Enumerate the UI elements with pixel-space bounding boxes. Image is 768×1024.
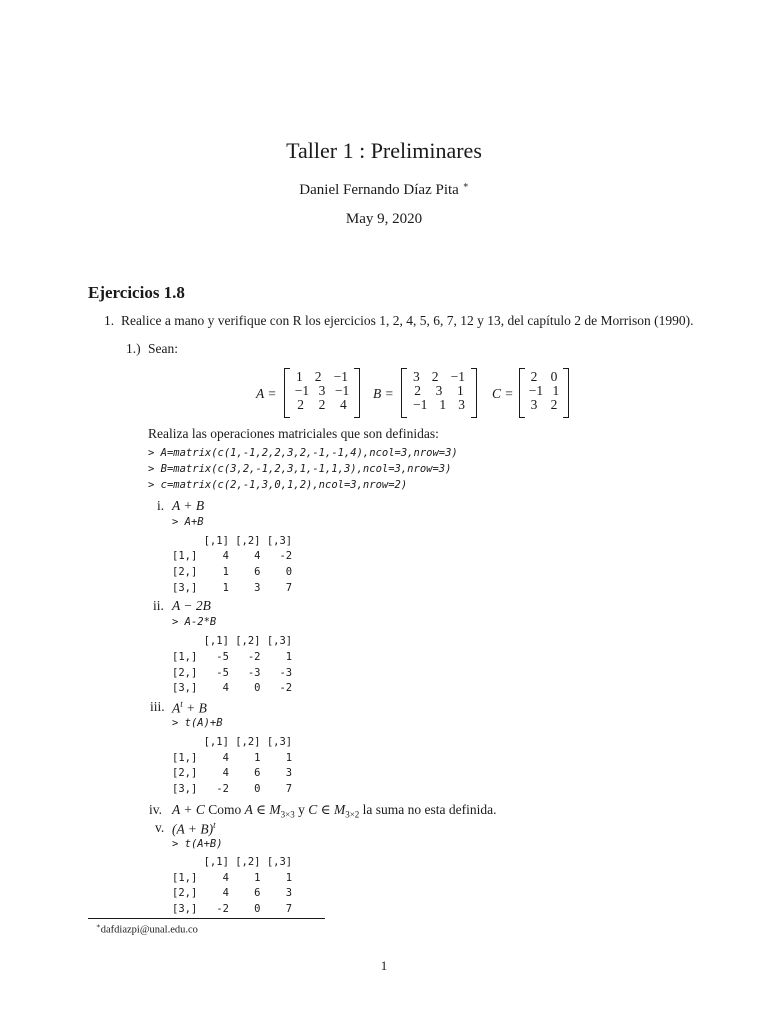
part-label: iv. xyxy=(149,802,162,817)
matrix-row xyxy=(407,398,471,412)
code-line: > B=matrix(c(3,2,-1,2,3,1,-1,1,3),ncol=3,nrow=3) xyxy=(148,463,452,475)
matrix-cell: 3 xyxy=(413,369,420,384)
operations-intro: Realiza las operaciones matriciales que son definidas: xyxy=(148,426,439,441)
matrix-row xyxy=(524,398,564,412)
section-heading: Ejercicios 1.8 xyxy=(88,283,185,302)
matrix-cell: −1 xyxy=(413,397,428,412)
r-output-row: [1,] -5 -2 1 xyxy=(172,651,293,663)
matrix-cell: 1 xyxy=(552,383,560,398)
matrix-cell: 3 xyxy=(530,397,538,412)
r-output-row: [2,] 4 6 3 xyxy=(172,767,293,779)
r-command: > t(A)+B xyxy=(172,717,223,729)
r-output-row: [2,] 1 6 0 xyxy=(172,566,293,578)
part-label: i. xyxy=(157,498,165,513)
matrix-cell: 2 xyxy=(530,369,538,384)
matrix-a xyxy=(284,368,360,418)
matrix-cell: 2 xyxy=(314,369,322,384)
r-command: > t(A+B) xyxy=(172,838,223,850)
document-date: May 9, 2020 xyxy=(345,211,423,227)
code-line: > A=matrix(c(1,-1,2,2,3,2,-1,-1,4),ncol=3,nrow=3) xyxy=(148,447,458,459)
author-line xyxy=(0,180,768,199)
matrix-cell: 1 xyxy=(456,383,464,398)
r-output-row: [2,] 4 6 3 xyxy=(172,887,293,899)
r-output-row: [1,] 4 1 1 xyxy=(172,872,293,884)
matrix-cell: 2 xyxy=(414,383,422,398)
matrix-cell: 1 xyxy=(439,397,447,412)
matrix-row xyxy=(524,370,564,384)
matrix-cell: −1 xyxy=(528,383,544,398)
matrix-row xyxy=(524,384,564,398)
matrix-c xyxy=(519,368,569,418)
author-footnote-mark: ∗ xyxy=(462,180,469,190)
part-expression: $(A + B)^t$ xyxy=(172,820,216,837)
item-number: 1. xyxy=(104,313,115,328)
part-label: iii. xyxy=(150,699,165,714)
item-text: Realice a mano y verifique con R los ejercicios 1, 2, 4, 5, 6, 7, 12 y 13, del capítulo 2 de Morrison (1990). xyxy=(121,313,694,328)
r-output-row: [1,] 4 4 -2 xyxy=(172,550,293,562)
r-output-header: [,1] [,2] [,3] xyxy=(172,856,293,868)
matrix-cell: 3 xyxy=(318,383,326,398)
footnote-mark: ∗ xyxy=(96,922,101,930)
r-output-row: [3,] 4 0 -2 xyxy=(172,682,293,694)
subitem-text: Sean: xyxy=(148,341,178,356)
r-command: > A-2*B xyxy=(172,616,217,628)
matrix-cell: 2 xyxy=(431,369,439,384)
matrix-cell: 2 xyxy=(297,397,305,412)
matrix-row xyxy=(290,370,354,384)
author-name: Daniel Fernando Díaz Pita xyxy=(299,182,459,198)
r-output-row: [3,] -2 0 7 xyxy=(172,903,293,915)
r-command: > A+B xyxy=(172,516,204,528)
matrix-cell: −1 xyxy=(450,369,465,384)
footnote-email: dafdiazpi@unal.edu.co xyxy=(100,924,198,936)
matrix-b-label: B = xyxy=(373,386,394,401)
matrix-a-label: A = xyxy=(256,386,277,401)
matrix-cell: 3 xyxy=(458,397,465,412)
r-output-header: [,1] [,2] [,3] xyxy=(172,736,293,748)
matrix-cell: −1 xyxy=(334,383,350,398)
code-line: > c=matrix(c(2,-1,3,0,1,2),ncol=3,nrow=2) xyxy=(148,479,408,491)
matrix-row xyxy=(290,398,354,412)
r-output-header: [,1] [,2] [,3] xyxy=(172,635,293,647)
part-label: ii. xyxy=(153,598,164,613)
matrix-b xyxy=(401,368,477,418)
matrix-cell: 0 xyxy=(550,369,558,384)
matrix-cell: 1 xyxy=(296,369,303,384)
r-output-row: [3,] -2 0 7 xyxy=(172,783,293,795)
footnote xyxy=(96,922,198,936)
r-output-row: [1,] 4 1 1 xyxy=(172,752,293,764)
part-expression-note: A + C Como A ∈ $M_{3\times 3}$ y C ∈ $M_{3\times 2}$ la suma no esta definida. xyxy=(172,802,497,820)
matrix-row xyxy=(407,384,471,398)
part-expression: A + B xyxy=(172,498,205,513)
document-title: Taller 1 : Preliminares xyxy=(286,138,482,163)
part-expression: $A^t + B$ xyxy=(172,699,207,716)
matrix-row xyxy=(290,384,354,398)
matrix-cell: 2 xyxy=(318,397,326,412)
matrix-cell: −1 xyxy=(294,383,310,398)
footnote-rule xyxy=(88,918,325,919)
matrix-cell: 4 xyxy=(339,397,347,412)
part-expression: A − 2B xyxy=(172,598,211,613)
r-output-header: [,1] [,2] [,3] xyxy=(172,535,293,547)
matrix-cell: 3 xyxy=(435,383,443,398)
matrix-cell: 2 xyxy=(550,397,558,412)
r-output-row: [2,] -5 -3 -3 xyxy=(172,667,293,679)
page-number: 1 xyxy=(380,958,388,973)
part-label: v. xyxy=(155,820,165,835)
matrix-row xyxy=(407,370,471,384)
matrix-cell: −1 xyxy=(333,369,348,384)
r-output-row: [3,] 1 3 7 xyxy=(172,582,293,594)
matrix-c-label: C = xyxy=(492,386,514,401)
subitem-label: 1.) xyxy=(126,341,141,356)
